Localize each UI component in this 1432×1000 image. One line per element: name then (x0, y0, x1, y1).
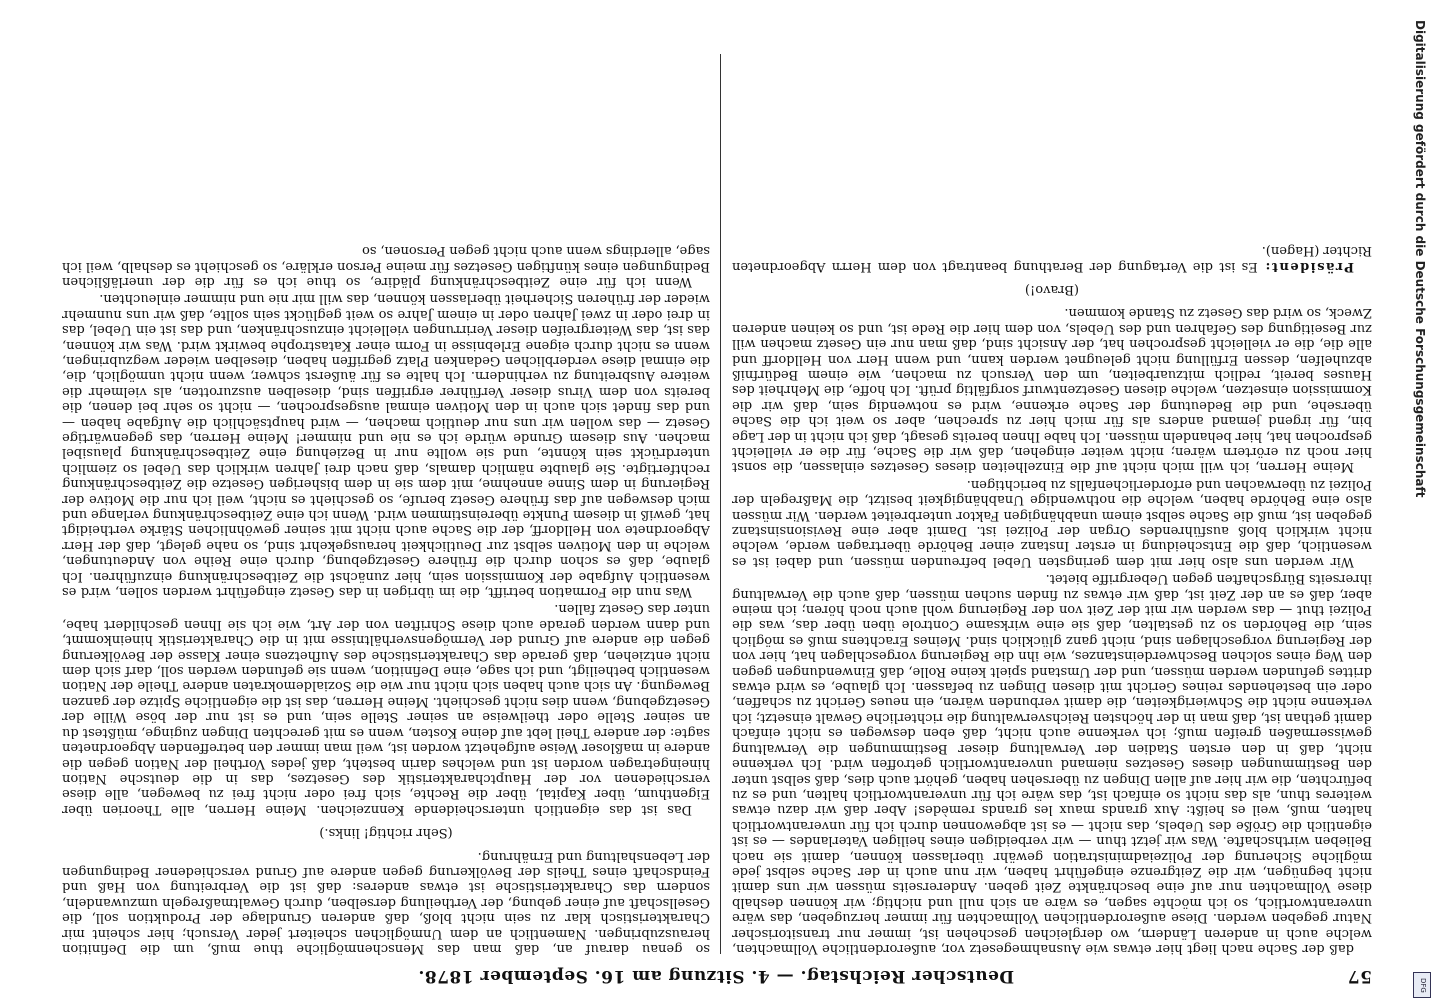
applause-note: (Bravo!) (1024, 281, 1080, 297)
right-paragraph-3: Was nun die Formation betrifft, die im übrigen in das Gesetz eingeführt werden sollen, wird es wesentlich Aufgabe der Kommission sein, hier zunächst die Zeitbeschränkung einzuführen. Ich glaube, daß es schon durch die frühere Gesetzgebung, durch eine Reihe von Andeutungen, welche in den Motiven selbst zur Deutlichkeit herausgekehrt sind, so nahe gelegt, daß der Herr Abgeordnete von Helldorff, der die Sache auch nicht mit seiner gewöhnlichen Stärke vertheidigt hat, gewiß in diesem Punkte übereinstimmen wird. Wenn ich eine Zeitbeschränkung verlange und mich deswegen auf das frühere Gesetz berufe, so geschieht es nicht, weil ich nur die Motive der Regierung in dem Sinne annehme, mit dem sie in dem bisherigen Gesetze die Zeitbeschränkung rechtfertigte. Sie glaubte nämlich damals, daß nach drei Jahren wirklich das Uebel so ziemlich unterdrückt sein könnte, und sie wollte nur in Beziehung eine Zeitbeschränkung plausibel machen. Aus diesem Grunde würde ich es nie und nimmer! Meine Herren, das gegenwärtige Gesetz — das wollen wir uns nur deutlich machen, — wird hauptsächlich die Aufgabe haben — und das findet sich auch in den Motiven einmal ausgesprochen, — nicht so sehr bei denen, die bereits von dem Virus dieser Verführer ergriffen sind, dieselben auszurotten, als vielmehr die weitere Ausbreitung zu verhindern. Ich halte es für äußerst schwer, wenn nicht unmöglich, die, die einmal diese verderblichen Gedanken Platz gegriffen haben, dieselben wieder wegzubringen, wenn es nicht durch eigene Erlebnisse in Form einer Katastrophe bewirkt wird. Was wir können, das ist, das Weitergreifen dieser Verirrungen vielleicht einzuschränken, und das ist ein Uebel, das in drei oder in zwei Jahren oder in einem Jahre so weit geglückt sein sollte, daß wir uns nunmehr wieder der früheren Sicherheit überlassen können, das will mir nie und nimmer einleuchten. (62, 291, 710, 600)
speaker-text: Es ist die Vertagung der Berathung beantragt von dem Herrn Abgeordneten Richter (Hagen). (732, 243, 1372, 274)
page-number: 57 (1347, 966, 1372, 986)
speaker-label: Präsident: (1264, 258, 1354, 274)
running-head (60, 962, 1372, 988)
column-divider (720, 54, 721, 954)
right-paragraph-1: so genau darauf an, daß man das Menschenmögliche thue muß, um die Definition herauszubringen. Namentlich an dem Unmöglichen scheitert jeder Versuch; hier scheint mir Charakteristisch klar zu sein nicht bloß, daß anderen Grundlage der Produktion soll, die Gesellschaft auf einer gebung, der Vertheilung derselben, durch Gewaltmaßregeln umzuwandeln, sondern das Charakteristische ist etwas anderes: daß ist die Verbreitung von Haß und Feindschaft eines Theils der Bevölkerung gegen andere auf Grund verschiedener Bedingungen der Lebenshaltung und Ernährung. (62, 848, 710, 956)
left-paragraph-1: daß der Sache nach liegt hier etwas wie Ausnahmegesetz vor, außerordentliche Vollmachten, welche auch in anderen Ländern, wo dergleichen geschehen ist, immer nur transitorischer Natur gegeben werden. Diese außerordentlichen Vollmachten für immer herzugeben, das wäre unverantwortlich, so ich möchte sagen, es wäre an sich null und nichtig; wir können deshalb diese Vollmachten nur auf eine beschränkte Zeit geben. Andererseits müssen wir uns damit nicht begnügen, wir die Zeitgrenze eingeführt haben, wir nun auch in der Sache selbst jede mögliche Sicherung der Polizeiadministration gewähr überlassen können, damit sie nach Belieben wirthschafte. Was wir jetzt thun — wir verbeidigen eines heiligen Vaterlandes — es ist eigentlich die Größe des Uebels, das nicht — es ist abgewonnen durch ich für unverantwortlich halten, muß, weil es heißt: Aux grands maux les grands remèdes! Aber daß wir dazu etwas weiteres thun, als das nicht so einfach ist, das wäre ich für unverantwortlich halten, und es zu befürchten, die wir hier auf allen Dingen zu übersehen haben, gehört auch dies, daß selbst unter den Bestimmungen dieses Gesetzes niemand unverantwortlich getroffen wird. Ich verkenne nicht, daß in den ersten Stadien der Verwaltung dieser Bestimmungen die Verwaltung gewissermaßen greifen muß; ich verkenne auch nicht, daß eben deswegen es nicht einfach damit gethan ist, daß man in der höchsten Reichsverwaltung die richterliche Gewalt einsetzt; ich verkenne nicht die Schwierigkeiten, die damit verbunden wären, ein neues Gericht zu schaffen, oder ein bestehendes reines Gericht mit diesen Dingen zu befassen. Ich glaube, es wird etwas drittes gefunden werden müssen, und der Umstand spielt keine Rolle, daß Einwendungen gegen den Weg eines solchen Beschwerdeinstanzes, wie ihn die Regierung vorgeschlagen hat, hier von der Regierung vorgeschlagen sind, nicht ganz glücklich sind. Meines Erachtens muß es möglich sein, die Behörden so zu gestalten, daß sie eine wirksame Controle üben über das, was die Polizei thut — das werden wir mit der Zeit von der Regierung wohl auch noch hören; ich meine aber, daß es an der Zeit ist, daß wir etwas zu finden suchen müssen, daß auch die Verwaltung ihrerseits Bürgschaften gegen Uebergriffe bietet. (732, 571, 1372, 956)
digitization-credit (1410, 0, 1432, 1000)
right-paragraph-2: Das ist das eigentlich unterscheidende Kennzeichen. Meine Herren, alle Theorien über Eigenthum, über Kapital, über die Rechte, sich frei oder nicht frei zu bewegen, alle diese verschiedenen vor der Hauptcharakteristik des Gesetzes, das in die deutsche Nation hineingetragen worden ist und welches darin besteht, daß jedes Vortheil der Nation gegen die andere in maßloser Weise aufgehetzt worden ist, weil man immer den betreffenden Abgeordneten sagte: der andere Theil lebt auf deine Kosten, wenn es mit gerechten Dingen zuginge, müßtest du an seiner Stelle oder theilweise an seiner Stelle sein, und es ist nur der böse Wille der Gesetzgebung, wenn dies nicht geschieht. Meine Herren, das ist die eigentliche Spitze der ganzen Bewegung. An sich auch haben sich nicht nur wie die Sozialdemokraten andere Theile der Nation wesentlich betheiligt, und ich sage, eine Definition, wenn sie gefunden werden soll, darf sich dem nicht entziehen, daß gerade das Charakteristische des Aufhetzens einer Klasse der Bevölkerung gegen die andere auf Grund der Vermögensverhältnisse mit in die Charakteristik hineinkommt, und dann werden gerade auch diese Schriften von der Art, wie ich sie Ihnen geschildert habe, unter das Gesetz fallen. (62, 601, 710, 817)
right-paragraph-4: Wenn ich für eine Zeitbeschränkung plädire, so thue ich es für die der unerläßlichen Bedingungen eines künftigen Gesetzes für meine Person erkläre, so geschieht es deshalb, weil ich sage, allerdings wenn auch nicht gegen Personen, so (62, 243, 710, 289)
left-column (732, 51, 1372, 956)
dfg-logo-icon: DFG (1413, 972, 1431, 998)
interjection-note: (Sehr richtig! links.) (319, 825, 453, 841)
left-paragraph-2: Wir werden uns also hier mit dem geringsten Uebel befreunden müssen, und dabei ist es wesentlich, daß die Entscheidung in erster Instanz einer Behörde übertragen werde, welche nicht wirklich bloß ausführendes Organ der Polizei ist. Damit aber eine Revisionsinstanz gegeben ist, muß die Sache selbst einem unabhängigen Faktor unterbreitet werden. Wir müssen also eine Behörde haben, welche die nothwendige Unabhängigkeit besitzt, die Maßregeln der Polizei zu überwachen und erforderlichenfalls zu berichtigen. (732, 476, 1372, 569)
left-paragraph-3: Meine Herren, ich will mich nicht auf die Einzelheiten dieses Gesetzes einlassen, die sonst hier noch zu erörtern wären; nicht weiter eingehen, daß wir die Sache, für die er vielleicht gesprochen hat, hier behandeln müssen. Ich habe Ihnen bereits gesagt, daß ich nicht in der Lage bin, für irgend jemand anders als für mich hier zu sprechen, aber so weit ich die Sache übersehe, und die Bedeutung der Sache erkenne, wird es notwendig sein, daß wir die Kommission einsetzen, welche diesen Gesetzentwurf sorgfältig prüft. Ich hoffe, die Mehrheit des Hauses bereit, redlich mitzuarbeiten, um den Versuch zu machen, wie einem Bedürfniß abzuhelfen, dessen Erfüllung nicht geleugnet werden kann, und wenn Herr von Helldorff und alle die, die er vielleicht gesprochen hat, der Ansicht sind, daß man nur ein Gesetz machen will zur Beseitigung des Gefahren und des Uebels, von dem hier die Rede ist, und so keinen anderen Zweck, so wird das Gesetz zu Stande kommen. (732, 305, 1372, 475)
running-head-title: Deutscher Reichstag. — 4. Sitzung am 16. September 1878. (417, 966, 1015, 986)
right-column (62, 51, 710, 956)
credit-text: Digitalisierung gefördert durch die Deutsche Forschungsgemeinschaft (1413, 20, 1427, 498)
president-statement (732, 243, 1372, 274)
